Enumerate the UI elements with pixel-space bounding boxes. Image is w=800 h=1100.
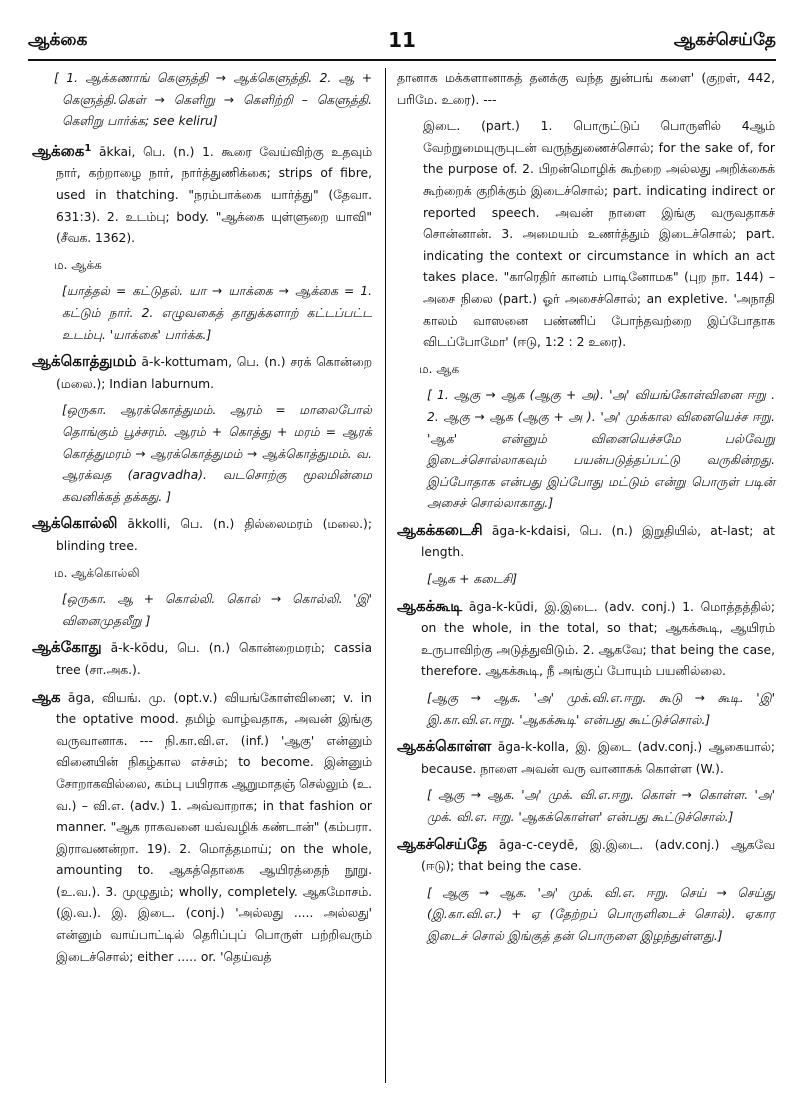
entry-body: āga, வியங். மு. (opt.v.) வியங்கோள்வினை; v. in the optative mood. தமிழ் வாழ்வதாக, அவன் இங்கு வருவானாக. --- நி.கா.வி.எ. (inf.) 'ஆகு' என்னும் வினையின் நிகழ்கால எச்சம்; to become. இன்னும் சோறாகவில்லை, கம்பு பயிராக ஆறுமாதஞ் செல்லும் (உ. வ.) – வி.எ. (adv.) 1. அவ்வாறாக; in that fashion or manner. "ஆக ராகவனை யவ்வழிக் கண்டான்" (கம்பரா. இராவணன்றா. 19). 2. மொத்தமாய்; on the whole, amounting to. ஆகத்தொகை ஆயிரத்தைந் நூறு. (உ.வ.). 3. முழுதும்; wholly, completely. ஆகமோசம். (இ.வ.). இ. இடை. (conj.) 'அல்லது ..... அல்லது' என்னும் வாய்பாட்டில் தெரிப்புப் பொருள் பற்றிவரும் இடைச்சொல்; either ..... or. 'தெய்வத் — [56, 690, 372, 964]
etymology-block: [ஆகு → ஆக. 'அ' முக்.வி.எ.ஈறு. கூடு → கூடி. 'இ' இ.கா.வி.எ.ஈறு. 'ஆகக்கூடி' என்பது கூட்டுச்சொல்.] — [427, 691, 775, 727]
entry-body: ā-k-kōdu, பெ. (n.) கொன்றைமரம்; cassia tree (சா.அக.). — [56, 641, 372, 677]
headword: ஆக்கொத்துமம் — [32, 352, 137, 371]
etymology-block: [யாத்தல் = கட்டுதல். யா → யாக்கை → ஆக்கை = 1. கட்டும் நார். 2. எழுவகைத் தாதுக்களாற் கட்டப்பட்ட உடம்பு. 'யாக்கை' பார்க்க.] — [62, 284, 372, 342]
left-column — [32, 68, 372, 973]
page-header — [28, 30, 776, 60]
headword: ஆகச்செய்தே — [397, 834, 488, 853]
entry-aagakkadaisi — [397, 520, 775, 564]
homonym-number: 1 — [84, 142, 92, 154]
headword: ஆகக்கொள்ள — [397, 737, 492, 756]
malayalam-cognate: ம. ஆக்க — [54, 257, 102, 272]
entry-body: ākkai, பெ. (n.) 1. கூரை வேய்விற்கு உதவும் நார், கற்றாழை நார், நார்த்துணிக்கை; strips of fibre, used in thatching. "நரம்பாக்கை யார்த்து" (தேவா. 631:3). 2. உடம்பு; body. "ஆக்கை யுள்ளுறை யாவி" (சீவக. 1362). — [56, 144, 372, 246]
etymology-block: [ 1. ஆக்கணாங் கெளுத்தி → ஆக்கெளுத்தி. 2. ஆ + கெளுத்தி.கெள் → கெளிறு → கெளிற்றி – கெளுத்தி. கெளிறு பார்க்க; see keliru] — [54, 71, 372, 129]
entry-aagakkolla — [397, 736, 775, 780]
header-rule — [28, 59, 776, 61]
headword: ஆக்கொல்லி — [32, 514, 118, 533]
entry-continuation: தானாக மக்களானாகத் தனக்கு வந்த துன்பங் களை' (குறள், 442, பரிமே. உரை). --- — [397, 71, 775, 107]
etymology-block: [ 1. ஆகு → ஆக (ஆகு + அ). 'அ' வியங்கோள்வினை ஈறு . 2. ஆகு → ஆக (ஆகு + அ ). 'அ' முக்கால வினையெச்ச ஈறு. 'ஆக' என்னும் வினையெச்சமே பல்வேறு இடைச்சொல்லாகவும் பயன்படுத்தப்பட்டு வருகின்றது. இப்போதாக என்பது இப்போது மட்டும் என்று பொருள் படின் அசைச் சொல்லாகாது.] — [427, 388, 775, 511]
headword: ஆக — [32, 687, 61, 706]
entry-body: ākkolli, பெ. (n.) தில்லைமரம் (மலை.); blinding tree. — [56, 517, 372, 553]
column-divider — [385, 68, 386, 1083]
entry-body: āga-k-kolla, இ. இடை (adv.conj.) ஆகையால்; because. நாளை அவன் வரு வானாகக் கொள்ள (W.). — [421, 740, 775, 776]
entry-aakkai — [32, 138, 372, 250]
left-guide-word: ஆக்கை — [28, 30, 88, 50]
etymology-block: [ஆக + கடைசி] — [427, 572, 518, 587]
entry-aagacceydhe — [397, 834, 775, 878]
headword: ஆகக்கடைசி — [397, 520, 483, 539]
headword: ஆக்கோது — [32, 638, 102, 657]
etymology-block: [ஒருகா. ஆ + கொல்லி. கொல் → கொல்லி. 'இ' வினைமுதலீறு ] — [62, 592, 372, 628]
etymology-block: [ ஆகு → ஆக. 'அ' முக். வி.எ.ஈறு. கொள் → கொள்ள. 'அ' முக். வி.எ. ஈறு. 'ஆகக்கொள்ள' என்பது கூட்டுச்சொல்.] — [427, 788, 775, 824]
entry-body: āga-c-ceydē, இ.இடை. (adv.conj.) ஆகவே (ஈடு); that being the case. — [421, 837, 775, 874]
etymology-block: [ ஆகு → ஆக. 'அ' முக். வி.எ. ஈறு. செய் → செய்து (இ.கா.வி.எ.) + ஏ (தேற்றப் பொருளிடைச் சொல்). ஏகார இடைச் சொல் இங்குத் தன் பொருளை இழந்துள்ளது.] — [427, 885, 775, 943]
entry-aaga — [32, 687, 372, 969]
right-column — [397, 68, 775, 953]
malayalam-cognate: ம. ஆக — [419, 361, 460, 376]
entry-sense: இடை. (part.) 1. பொருட்டுப் பொருளில் 4ஆம் வேற்றுமையுருபுடன் வருந்துணைச்சொல்; for the sake of, for the purpose of. 2. பிறன்மொழிக் கூற்றை அல்லது அறிக்கைக் கூற்றைக் குறிக்கும் இடைச்சொல்; part. indicating indirect or reported speech. அவன் நாளை இங்கு வருவதாகச் சொன்னான். 3. அமையம் உணர்த்தும் இடைச்சொல்; part. indicating the context or circumstance in which an act takes place. "காரெதிர் கானம் பாடினோமக" (புற நா. 144) – அசை நிலை (part.) ஓர் அசைச்சொல்; an expletive. 'அநாதி காலம் வாஸனை பண்ணிப் போந்தவற்றை இப்போதாக விடப்போமோ' (ஈடு, 1:2 : 2 உரை). — [423, 119, 775, 350]
entry-body: āga-k-kdaisi, பெ. (n.) இறுதியில், at-last; at length. — [421, 523, 775, 560]
entry-aagakkoodi — [397, 596, 775, 683]
headword: ஆகக்கூடி — [397, 596, 463, 615]
entry-aakkolli — [32, 513, 372, 557]
malayalam-cognate: ம. ஆக்கொல்லி — [54, 565, 140, 580]
etymology-block: [ஒருகா. ஆரக்கொத்துமம். ஆரம் = மாலைபோல் தொங்கும் பூச்சரம். ஆரம் + கொத்து + மரம் = ஆரக் கொத்துமரம் → ஆரக்கொத்துமம் → ஆக்கொத்துமம். வ. ஆரக்வத (aragvadha). வடசொற்கு மூலமின்மை கவனிக்கத் தக்கது. ] — [62, 403, 372, 504]
page-number: 11 — [388, 28, 416, 52]
headword: ஆக்கை — [32, 141, 85, 160]
right-guide-word: ஆகச்செய்தே — [673, 30, 776, 50]
entry-body: ā-k-kottumam, பெ. (n.) சரக் கொன்றை (மலை.); Indian laburnum. — [56, 355, 372, 391]
entry-aakkodu — [32, 637, 372, 681]
entry-aakkottumam — [32, 351, 372, 395]
entry-body: āga-k-kūdi, இ.இடை. (adv. conj.) 1. மொத்தத்தில்; on the whole, in the total, so that; ஆகக்கூடி, ஆயிரம் உருபாவிற்கு அடுத்துவிடும். 2. ஆகவே; that being the case, therefore. ஆகக்கூடி, நீ அங்குப் போயும் பயனில்லை. — [421, 599, 775, 679]
